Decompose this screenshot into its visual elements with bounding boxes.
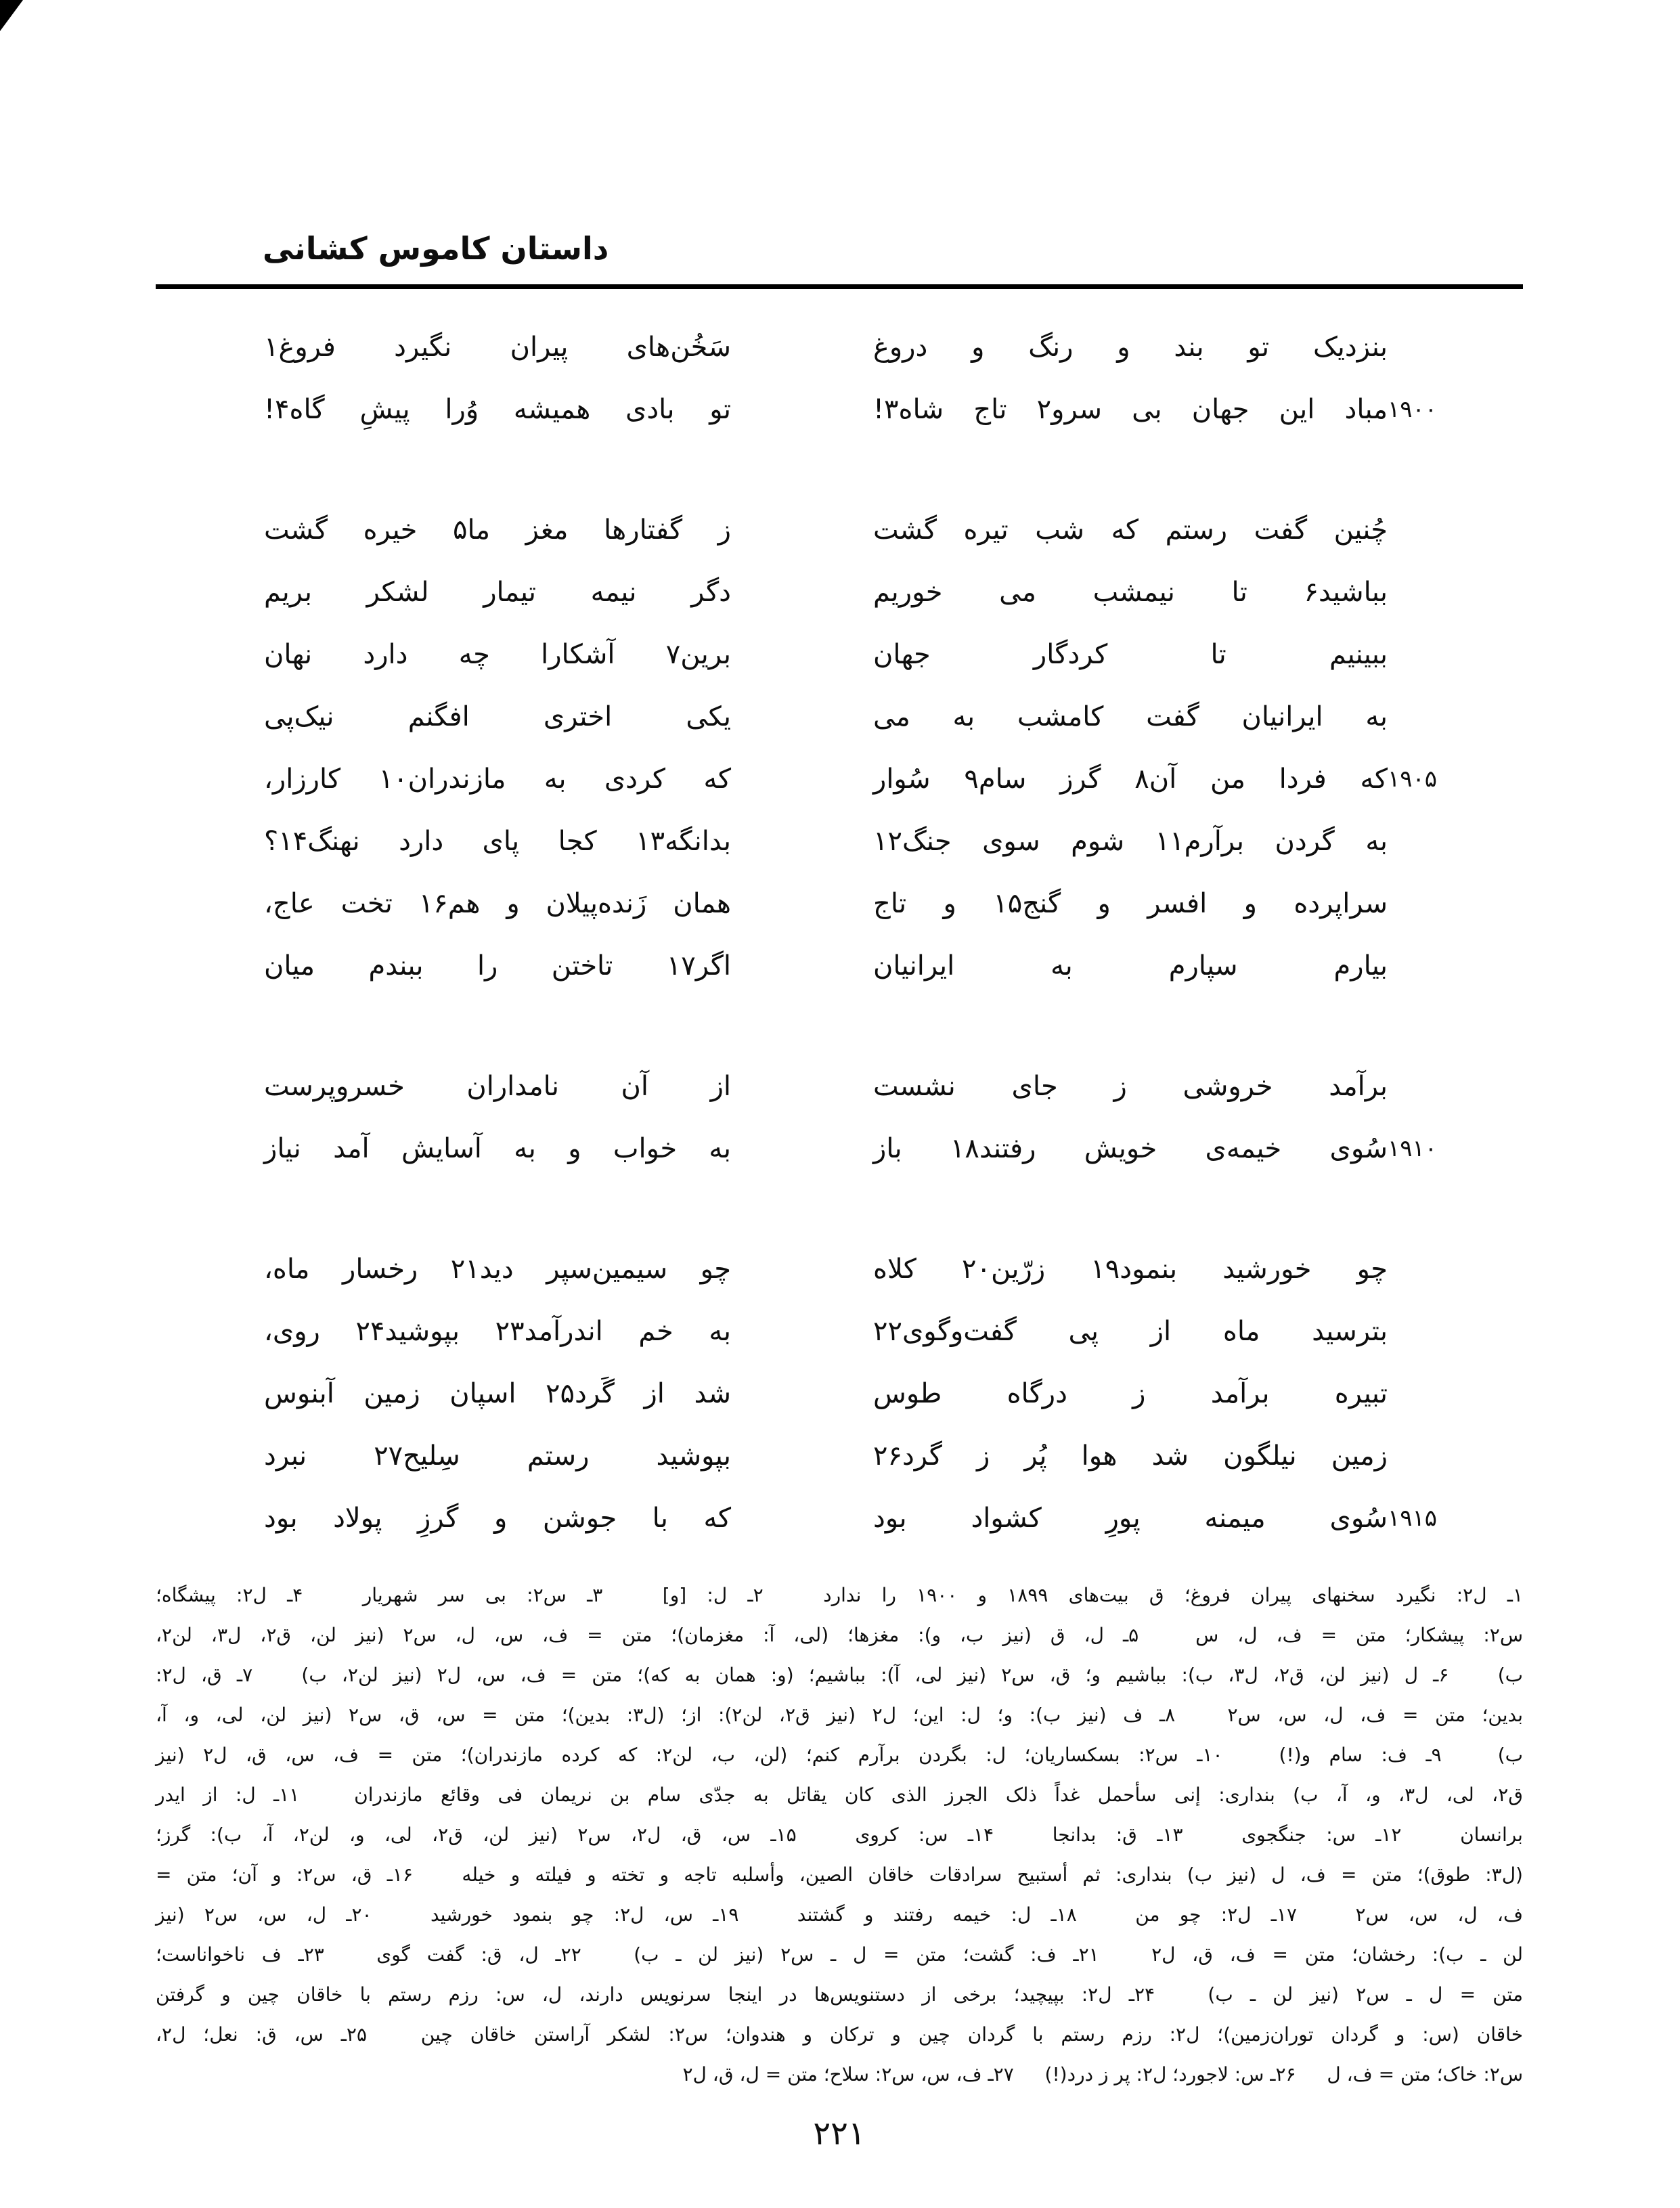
footnote-line: ۱ـ ل۲: نگیرد سخنهای پیران فروغ؛ ق بیت‌های ۱۸۹۹ و ۱۹۰۰ را ندارد ۲ـ ل: [و] ۳ـ س۲: بی سر شهریار ۴ـ ل۲: پیشگاه؛ <box>156 1584 1524 1606</box>
verse-line-number <box>1388 873 1523 935</box>
hemistich-first: زمین نیلگون شد هوا پُر ز گرد۲۶ <box>873 1440 1388 1472</box>
verse-line-number <box>1388 1055 1523 1118</box>
hemistich-first: بنزدیک تو بند و رنگ و دروغ <box>873 332 1388 363</box>
verse-line-number <box>1388 316 1523 378</box>
hemistich-first: بباشید۶ تا نیمشب می خوریم <box>873 577 1388 608</box>
verse-row <box>156 378 1523 441</box>
poem-block <box>156 316 1523 1549</box>
column-gap <box>731 1055 873 1118</box>
hemistich-second: که با جوشن و گرزِ پولاد بود <box>264 1503 731 1534</box>
hemistich-first: مباد این جهان بی سرو۲ تاج شاه۳! <box>873 394 1388 425</box>
hemistich-second: به خم اندرآمد۲۳ بپوشید۲۴ روی، <box>264 1316 731 1347</box>
hemistich-first: تبیره برآمد ز درگاه طوس <box>873 1378 1388 1409</box>
verse-line-number: ۱۹۱۵ <box>1388 1505 1438 1532</box>
verse-line-number <box>1388 1238 1523 1300</box>
hemistich-first: سُوی میمنه پورِ کشواد بود <box>873 1503 1388 1534</box>
footnote-line: س۲: پیشکار؛ متن = ف، ل، س ۵ـ ل، ق (نیز ب، و): مغزها؛ (لی، آ: مغزمان)؛ متن = ف، س، ل، س۲ (نیز لن، ق۲، ل۳، لن۲، <box>156 1624 1523 1646</box>
hemistich-second: بپوشید رستم سِلیح۲۷ نبرد <box>264 1440 731 1472</box>
page-number: ۲۲۱ <box>813 2115 866 2152</box>
footnote-line: ب) ۹ـ ف: سام و(!) ۱۰ـ س۲: بسکساریان؛ ل: بگردن برآرم کنم؛ (لن، ب، لن۲: که کرده مازندران)؛ متن = ف، س، ق، ل۲ (نیز <box>156 1744 1523 1766</box>
verse-row <box>156 1238 1523 1300</box>
footnote-line: ق۲، لی، ل۳، و، آ، ب) بنداری: إنی سأحمل غداً ذلک الجرز الذی کان یقاتل به جدّی سام بن نریمان فی وقائع مازندران ۱۱ـ ل: از ایدر <box>156 1784 1523 1806</box>
footnote-line: س۲: خاک؛ متن = ف، ل ۲۶ـ س: لاجورد؛ ل۲: پر ز درد(!) ۲۷ـ ف، س، س۲: سلاح؛ متن = ل، ق، ل۲ <box>682 2063 1523 2085</box>
verse-line-number: ۱۹۰۵ <box>1388 766 1438 793</box>
hemistich-first: بیارم سپارم به ایرانیان <box>873 950 1388 981</box>
column-gap <box>731 1118 873 1180</box>
verse-line-number <box>1388 810 1523 873</box>
column-gap <box>731 873 873 935</box>
column-gap <box>731 1238 873 1300</box>
footnote-line: ب) ۶ـ ل (نیز لن، ق۲، ل۳، ب): بباشیم و؛ ق، س۲ (نیز لی، آ): بباشیم؛ (و: همان به که)؛ متن = ف، س، ل۲ (نیز لن۲، ب) ۷ـ ق، ل۲: <box>156 1664 1524 1686</box>
hemistich-first: ببینیم تا کردگار جهان <box>873 639 1388 670</box>
page-content <box>156 0 1523 2154</box>
footnote-line: بدین؛ متن = ف، ل، س، س۲ ۸ـ ف (نیز ب): و؛ ل: این؛ ل۲ (نیز ق۲، لن۲): از؛ (ل۳: بدین)؛ متن = س، ق، س۲ (نیز لن، لی، و، آ، <box>156 1704 1523 1726</box>
column-gap <box>731 748 873 810</box>
hemistich-second: به خواب و به آسایش آمد نیاز <box>264 1133 731 1164</box>
column-gap <box>731 561 873 623</box>
column-gap <box>731 499 873 561</box>
verse-line-number: ۱۹۰۰ <box>1388 396 1438 423</box>
chapter-title: داستان کاموس کشانی <box>263 230 609 267</box>
hemistich-first: بترسید ماه از پی گفت‌وگوی۲۲ <box>873 1316 1388 1347</box>
hemistich-second: سَخُن‌های پیران نگیرد فروغ۱ <box>264 332 731 363</box>
verse-row <box>156 561 1523 623</box>
verse-line-number <box>1388 1363 1523 1425</box>
hemistich-second: که کردی به مازندران۱۰ کارزار، <box>264 764 731 795</box>
column-gap <box>731 935 873 997</box>
column-gap <box>731 316 873 378</box>
header-rule <box>156 284 1523 289</box>
hemistich-first: که فردا من آن۸ گرز سام۹ سُوار <box>873 764 1388 795</box>
verse-line-number <box>1388 499 1523 561</box>
verse-row <box>156 1118 1523 1180</box>
hemistich-second: چو سیمین‌سپر دید۲۱ رخسار ماه، <box>264 1254 731 1285</box>
hemistich-second: از آن نامداران خسروپرست <box>264 1071 731 1102</box>
hemistich-first: سراپرده و افسر و گنج۱۵ و تاج <box>873 888 1388 919</box>
verse-row <box>156 935 1523 997</box>
footnote-line: خاقان (س: و گردان توران‌زمین)؛ ل۲: رزم رستم با گردان چین و ترکان و هندوان؛ س۲: لشکر آراستن خاقان چین ۲۵ـ س، ق: نعل؛ ل۲، <box>156 2023 1524 2046</box>
verse-row <box>156 1300 1523 1363</box>
scan-corner-artifact <box>0 0 23 31</box>
hemistich-second: شد از گَرد۲۵ اسپان زمین آبنوس <box>264 1378 731 1409</box>
verse-row <box>156 748 1523 810</box>
hemistich-second: بدانگه۱۳ کجا پای دارد نهنگ۱۴؟ <box>264 826 731 857</box>
verse-row <box>156 686 1523 748</box>
verse-line-number <box>1388 686 1523 748</box>
hemistich-first: چُنین گفت رستم که شب تیره گشت <box>873 514 1388 546</box>
hemistich-second: ز گفتارها مغز ما۵ خیره گشت <box>264 514 732 546</box>
hemistich-second: برین۷ آشکارا چه دارد نهان <box>264 639 731 670</box>
column-gap <box>731 378 873 441</box>
running-header <box>156 0 1523 289</box>
column-gap <box>731 686 873 748</box>
verse-row <box>156 623 1523 686</box>
verse-line-number <box>1388 1300 1523 1363</box>
verse-row <box>156 499 1523 561</box>
verse-row <box>156 1487 1523 1549</box>
hemistich-first: به ایرانیان گفت کامشب به می <box>873 701 1388 732</box>
footnote-line: لن ـ ب): رخشان؛ متن = ف، ق، ل۲ ۲۱ـ ف: گشت؛ متن = ل ـ س۲ (نیز لن ـ ب) ۲۲ـ ل، ق: گفت گوی ۲۳ـ ف ناخواناست؛ <box>156 1943 1523 1966</box>
footnote-line: برانسان ۱۲ـ س: جنگجوی ۱۳ـ ق: بدانجا ۱۴ـ س: کروی ۱۵ـ س، ق، ل۲، س۲ (نیز لن، ق۲، لی، و، لن۲، آ، ب): گرز؛ <box>156 1824 1523 1846</box>
column-gap <box>731 1363 873 1425</box>
verse-row <box>156 316 1523 378</box>
footnote-line: ف، ل، س، س۲ ۱۷ـ ل۲: چو من ۱۸ـ ل: خیمه رفتند و گشتند ۱۹ـ س، ل۲: چو بنمود خورشید ۲۰ـ ل، س، س۲ (نیز <box>156 1903 1523 1926</box>
hemistich-first: سُوی خیمه‌ی خویش رفتند۱۸ باز <box>873 1133 1388 1164</box>
critical-apparatus <box>156 1575 1523 2094</box>
hemistich-first: برآمد خروشی ز جای نشست <box>873 1071 1388 1102</box>
column-gap <box>731 1487 873 1549</box>
hemistich-second: اگر۱۷ تاختن را ببندم میان <box>264 950 731 981</box>
verse-row <box>156 1055 1523 1118</box>
verse-row <box>156 873 1523 935</box>
footnote-line: (ل۳: طوق)؛ متن = ف، ل (نیز ب) بنداری: ثم أستبیح سرادقات خاقان الصین، وأسلبه تاجه و تخته و فیلته و خیله ۱۶ـ ق، س۲: و آن؛ متن = <box>156 1863 1523 1886</box>
verse-row <box>156 1425 1523 1487</box>
hemistich-second: تو بادی همیشه وُرا پیشِ گاه۴! <box>264 394 731 425</box>
column-gap <box>731 1300 873 1363</box>
footnote-line: متن = ل ـ س۲ (نیز لن ـ ب) ۲۴ـ ل۲: بپیچید؛ برخی از دستنویس‌ها در اینجا سرنویس دارند، ل، س: رزم رستم با خاقان چین و گرفتن <box>156 1983 1523 2006</box>
verse-line-number <box>1388 561 1523 623</box>
verse-line-number <box>1388 623 1523 686</box>
column-gap <box>731 810 873 873</box>
verse-line-number <box>1388 1425 1523 1487</box>
hemistich-second: دگر نیمه تیمار لشکر بریم <box>264 577 731 608</box>
column-gap <box>731 623 873 686</box>
verse-line-number <box>1388 935 1523 997</box>
column-gap <box>731 1425 873 1487</box>
hemistich-second: همان زَنده‌پیلان و هم۱۶ تخت عاج، <box>264 888 731 919</box>
hemistich-second: یکی اختری افگنم نیک‌پی <box>264 701 731 732</box>
verse-row <box>156 810 1523 873</box>
verse-line-number: ۱۹۱۰ <box>1388 1135 1438 1162</box>
hemistich-first: چو خورشید بنمود۱۹ زرّین۲۰ کلاه <box>873 1254 1388 1285</box>
hemistich-first: به گردن برآرم۱۱ شوم سوی جنگ۱۲ <box>873 826 1388 857</box>
verse-row <box>156 1363 1523 1425</box>
